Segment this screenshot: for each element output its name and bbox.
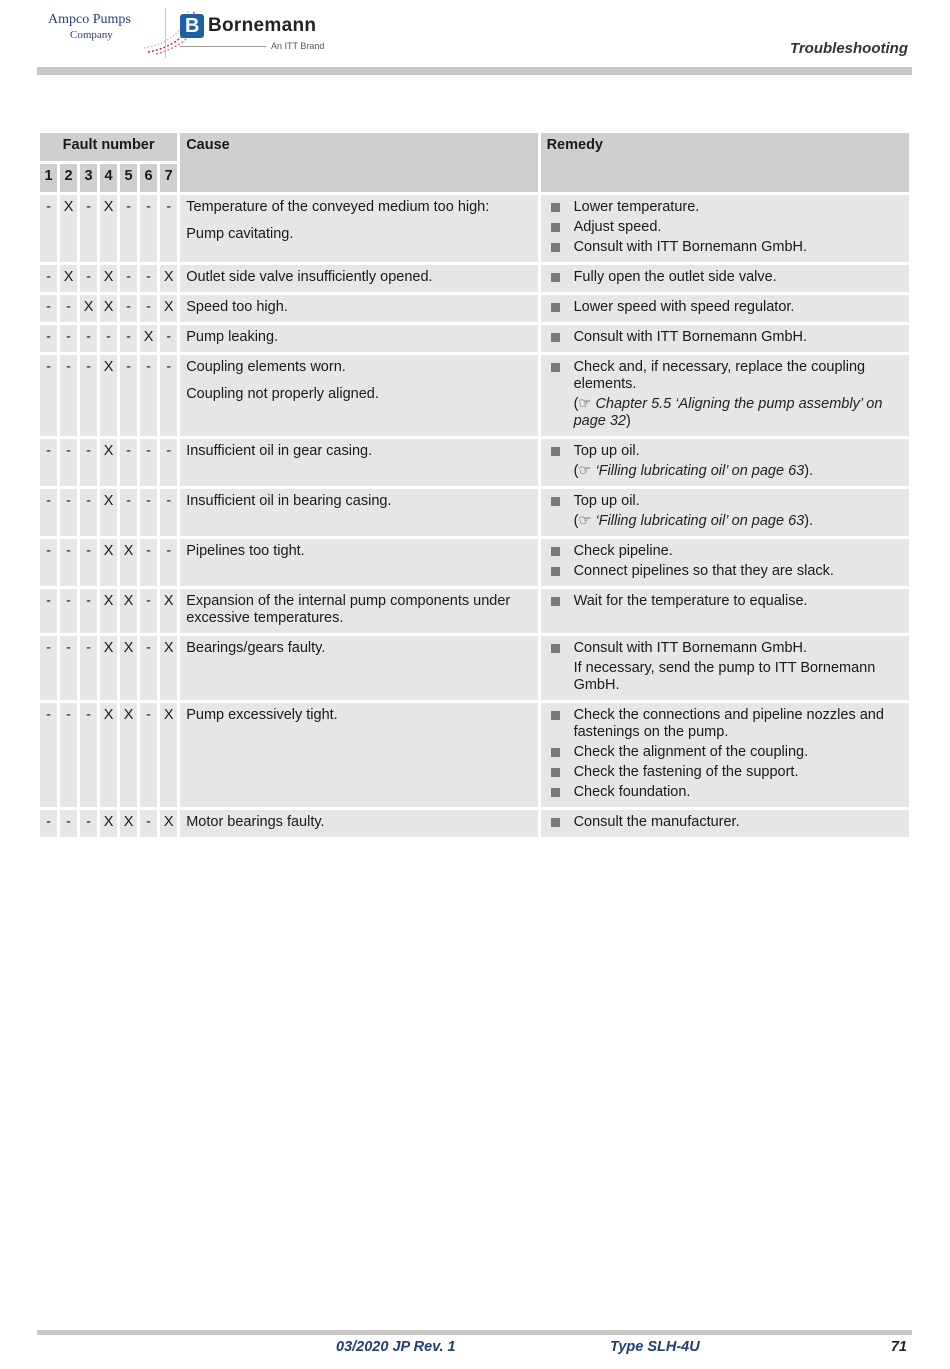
fault-mark: - <box>100 325 117 352</box>
cause-cell <box>180 439 537 486</box>
fault-mark: - <box>120 195 137 262</box>
remedy-cell <box>541 195 909 262</box>
table-row <box>40 439 909 486</box>
remedy-cell <box>541 489 909 536</box>
cause-text: Insufficient oil in bearing casing. <box>186 493 392 509</box>
fault-mark: X <box>100 265 117 292</box>
bornemann-mark-icon: B <box>180 14 204 38</box>
cause-text: Bearings/gears faulty. <box>186 640 326 656</box>
fault-mark: - <box>120 489 137 536</box>
cause-cell <box>180 355 537 436</box>
fault-mark: X <box>160 295 177 322</box>
fault-mark: - <box>80 489 97 536</box>
ref-open-paren: ( <box>573 513 579 529</box>
cause-text: Coupling not properly aligned. <box>186 386 379 402</box>
fault-mark: X <box>120 589 137 633</box>
fault-mark: X <box>100 439 117 486</box>
fault-mark: - <box>60 539 77 586</box>
fault-mark: X <box>80 295 97 322</box>
square-bullet-icon <box>551 303 560 312</box>
cross-reference <box>547 463 903 480</box>
fault-mark: - <box>40 810 57 837</box>
fault-mark: - <box>80 195 97 262</box>
fault-mark: - <box>160 539 177 586</box>
square-bullet-icon <box>551 273 560 282</box>
pointing-hand-icon: ☞ <box>578 396 592 412</box>
remedy-item <box>547 219 903 236</box>
fault-mark: - <box>40 489 57 536</box>
remedy-text: Adjust speed. <box>573 219 662 235</box>
fault-mark: - <box>140 539 157 586</box>
cross-reference-link[interactable]: ‘Filling lubricating oil’ on page 63 <box>591 463 805 479</box>
table-row <box>40 295 909 322</box>
square-bullet-icon <box>551 748 560 757</box>
table-row <box>40 539 909 586</box>
pointing-hand-icon: ☞ <box>578 513 592 529</box>
table-row <box>40 589 909 633</box>
remedy-text: Connect pipelines so that they are slack. <box>573 563 834 579</box>
cause-cell <box>180 589 537 633</box>
remedy-text: Consult with ITT Bornemann GmbH. <box>573 640 808 656</box>
fault-mark: - <box>40 703 57 807</box>
fault-mark: X <box>100 539 117 586</box>
table-row <box>40 355 909 436</box>
fault-mark: - <box>60 325 77 352</box>
fault-mark: X <box>160 589 177 633</box>
fault-mark: - <box>140 589 157 633</box>
fault-mark: - <box>120 295 137 322</box>
fault-mark: - <box>60 810 77 837</box>
cause-cell <box>180 195 537 262</box>
fault-number-7: 7 <box>160 164 177 192</box>
fault-mark: - <box>140 703 157 807</box>
square-bullet-icon <box>551 547 560 556</box>
cross-reference-link[interactable]: ‘Filling lubricating oil’ on page 63 <box>591 513 805 529</box>
square-bullet-icon <box>551 768 560 777</box>
cause-text: Pump cavitating. <box>186 226 294 242</box>
remedy-text: Consult the manufacturer. <box>573 814 740 830</box>
table-row <box>40 195 909 262</box>
table-body <box>40 195 909 837</box>
fault-mark: X <box>100 355 117 436</box>
fault-mark: - <box>160 325 177 352</box>
remedy-item <box>547 707 903 741</box>
cause-text: Pipelines too tight. <box>186 543 305 559</box>
fault-mark: X <box>100 810 117 837</box>
ref-open-paren: ( <box>573 396 579 412</box>
remedy-text: Consult with ITT Bornemann GmbH. <box>573 329 808 345</box>
fault-mark: - <box>140 195 157 262</box>
square-bullet-icon <box>551 203 560 212</box>
remedy-text: Check foundation. <box>573 784 691 800</box>
bornemann-logo <box>180 14 340 54</box>
fault-number-5: 5 <box>120 164 137 192</box>
ref-close-paren: ). <box>804 513 814 529</box>
fault-mark: - <box>60 489 77 536</box>
fault-mark: X <box>100 295 117 322</box>
cause-text: Motor bearings faulty. <box>186 814 325 830</box>
page-header <box>0 0 950 78</box>
fault-mark: X <box>120 810 137 837</box>
remedy-cell <box>541 325 909 352</box>
fault-number-3: 3 <box>80 164 97 192</box>
table-row <box>40 810 909 837</box>
pointing-hand-icon: ☞ <box>578 463 592 479</box>
remedy-header: Remedy <box>541 133 909 192</box>
cross-reference <box>547 513 903 530</box>
fault-mark: - <box>80 439 97 486</box>
square-bullet-icon <box>551 788 560 797</box>
table-row <box>40 325 909 352</box>
table-row <box>40 489 909 536</box>
cause-text: Speed too high. <box>186 299 288 315</box>
remedy-cell <box>541 636 909 700</box>
fault-mark: - <box>40 589 57 633</box>
fault-mark: - <box>140 355 157 436</box>
fault-mark: - <box>120 325 137 352</box>
cause-cell <box>180 539 537 586</box>
remedy-item <box>547 359 903 393</box>
logo-divider <box>165 8 166 58</box>
fault-mark: - <box>40 195 57 262</box>
fault-mark: - <box>80 355 97 436</box>
cause-cell <box>180 295 537 322</box>
fault-mark: X <box>160 265 177 292</box>
fault-mark: - <box>60 703 77 807</box>
ref-close-paren: ) <box>626 413 631 429</box>
fault-mark: - <box>120 265 137 292</box>
fault-mark: X <box>100 589 117 633</box>
page-number: 71 <box>890 1339 907 1355</box>
fault-mark: - <box>160 489 177 536</box>
fault-number-header: Fault number <box>40 133 177 161</box>
square-bullet-icon <box>551 644 560 653</box>
fault-mark: - <box>40 636 57 700</box>
fault-mark: - <box>140 489 157 536</box>
cause-text: Outlet side valve insufficiently opened. <box>186 269 433 285</box>
fault-mark: - <box>140 265 157 292</box>
section-title: Troubleshooting <box>789 40 908 57</box>
fault-mark: - <box>40 265 57 292</box>
remedy-text: Check the connections and pipeline nozzles and fastenings on the pump. <box>573 707 884 740</box>
cause-text: Temperature of the conveyed medium too high: <box>186 199 490 215</box>
remedy-text: Check and, if necessary, replace the coupling elements. <box>573 359 866 392</box>
remedy-item <box>547 814 903 831</box>
ampco-logo <box>48 10 158 54</box>
fault-mark: X <box>100 636 117 700</box>
remedy-item <box>547 269 903 286</box>
ref-open-paren: ( <box>573 463 579 479</box>
cause-cell <box>180 265 537 292</box>
remedy-item <box>547 640 903 657</box>
fault-number-2: 2 <box>60 164 77 192</box>
ampco-logo-company: Company <box>70 29 113 41</box>
square-bullet-icon <box>551 711 560 720</box>
table-row <box>40 703 909 807</box>
fault-mark: - <box>80 265 97 292</box>
footer-revision: 03/2020 JP Rev. 1 <box>336 1339 456 1355</box>
cause-text: Coupling elements worn. <box>186 359 346 375</box>
square-bullet-icon <box>551 818 560 827</box>
cause-text: Pump excessively tight. <box>186 707 338 723</box>
table-row <box>40 265 909 292</box>
fault-number-6: 6 <box>140 164 157 192</box>
fault-mark: - <box>80 810 97 837</box>
fault-mark: - <box>40 539 57 586</box>
remedy-item <box>547 239 903 256</box>
remedy-text: Check the alignment of the coupling. <box>573 744 809 760</box>
fault-mark: - <box>60 636 77 700</box>
remedy-item <box>547 443 903 460</box>
square-bullet-icon <box>551 447 560 456</box>
fault-mark: X <box>120 539 137 586</box>
ampco-logo-name: Ampco Pumps <box>48 12 131 27</box>
remedy-item <box>547 593 903 610</box>
cause-text: Insufficient oil in gear casing. <box>186 443 373 459</box>
bornemann-tagline: An ITT Brand <box>271 41 325 51</box>
fault-mark: - <box>140 439 157 486</box>
remedy-cell <box>541 355 909 436</box>
square-bullet-icon <box>551 223 560 232</box>
remedy-cell <box>541 265 909 292</box>
fault-mark: - <box>80 636 97 700</box>
remedy-item <box>547 744 903 761</box>
fault-mark: - <box>40 439 57 486</box>
fault-mark: - <box>160 195 177 262</box>
square-bullet-icon <box>551 597 560 606</box>
square-bullet-icon <box>551 363 560 372</box>
footer-rule <box>37 1330 912 1335</box>
remedy-cell <box>541 589 909 633</box>
remedy-text: Wait for the temperature to equalise. <box>573 593 808 609</box>
remedy-item <box>547 329 903 346</box>
cause-cell <box>180 325 537 352</box>
fault-number-1: 1 <box>40 164 57 192</box>
fault-mark: X <box>100 489 117 536</box>
remedy-text: Lower temperature. <box>573 199 700 215</box>
remedy-text: Lower speed with speed regulator. <box>573 299 795 315</box>
remedy-item <box>547 199 903 216</box>
fault-mark: X <box>60 265 77 292</box>
fault-mark: X <box>120 703 137 807</box>
cause-text: Pump leaking. <box>186 329 279 345</box>
cross-reference <box>547 396 903 430</box>
cause-header: Cause <box>180 133 537 192</box>
fault-mark: X <box>160 636 177 700</box>
table-row <box>40 636 909 700</box>
cause-cell <box>180 489 537 536</box>
fault-mark: - <box>60 439 77 486</box>
cause-text: Expansion of the internal pump components under excessive temperatures. <box>186 593 511 626</box>
remedy-item <box>547 784 903 801</box>
fault-mark: - <box>80 325 97 352</box>
fault-mark: - <box>80 589 97 633</box>
bornemann-name: Bornemann <box>208 15 317 36</box>
square-bullet-icon <box>551 567 560 576</box>
remedy-cell <box>541 703 909 807</box>
remedy-text: Check pipeline. <box>573 543 673 559</box>
cause-cell <box>180 810 537 837</box>
remedy-item <box>547 543 903 560</box>
remedy-text: Fully open the outlet side valve. <box>573 269 777 285</box>
fault-mark: - <box>60 295 77 322</box>
fault-mark: - <box>160 355 177 436</box>
footer-type: Type SLH-4U <box>610 1339 700 1355</box>
fault-mark: - <box>80 539 97 586</box>
square-bullet-icon <box>551 333 560 342</box>
fault-mark: - <box>80 703 97 807</box>
fault-mark: X <box>100 703 117 807</box>
square-bullet-icon <box>551 497 560 506</box>
remedy-cell <box>541 439 909 486</box>
fault-mark: - <box>60 355 77 436</box>
fault-mark: X <box>160 703 177 807</box>
fault-mark: - <box>140 810 157 837</box>
remedy-item <box>547 563 903 580</box>
remedy-text: Check the fastening of the support. <box>573 764 799 780</box>
ref-close-paren: ). <box>804 463 814 479</box>
remedy-note: If necessary, send the pump to ITT Bornemann GmbH. <box>573 660 876 693</box>
fault-mark: - <box>120 439 137 486</box>
fault-mark: X <box>60 195 77 262</box>
remedy-item <box>547 764 903 781</box>
remedy-text: Consult with ITT Bornemann GmbH. <box>573 239 808 255</box>
fault-mark: X <box>120 636 137 700</box>
remedy-cell <box>541 539 909 586</box>
fault-mark: X <box>160 810 177 837</box>
remedy-cell <box>541 810 909 837</box>
fault-mark: - <box>60 589 77 633</box>
fault-mark: - <box>40 325 57 352</box>
tagline-rule <box>180 46 266 47</box>
troubleshooting-table <box>37 130 912 840</box>
fault-number-4: 4 <box>100 164 117 192</box>
fault-mark: - <box>40 295 57 322</box>
fault-mark: - <box>140 295 157 322</box>
remedy-item <box>547 493 903 510</box>
header-rule <box>37 67 912 75</box>
remedy-text: Top up oil. <box>573 443 640 459</box>
cause-cell <box>180 703 537 807</box>
square-bullet-icon <box>551 243 560 252</box>
remedy-cell <box>541 295 909 322</box>
remedy-text: Top up oil. <box>573 493 640 509</box>
cause-cell <box>180 636 537 700</box>
fault-mark: - <box>120 355 137 436</box>
cross-reference-link[interactable]: Chapter 5.5 ‘Aligning the pump assembly’ on page 32 <box>573 396 883 429</box>
fault-mark: - <box>40 355 57 436</box>
fault-mark: X <box>100 195 117 262</box>
fault-mark: - <box>140 636 157 700</box>
remedy-item <box>547 299 903 316</box>
fault-mark: - <box>160 439 177 486</box>
fault-mark: X <box>140 325 157 352</box>
